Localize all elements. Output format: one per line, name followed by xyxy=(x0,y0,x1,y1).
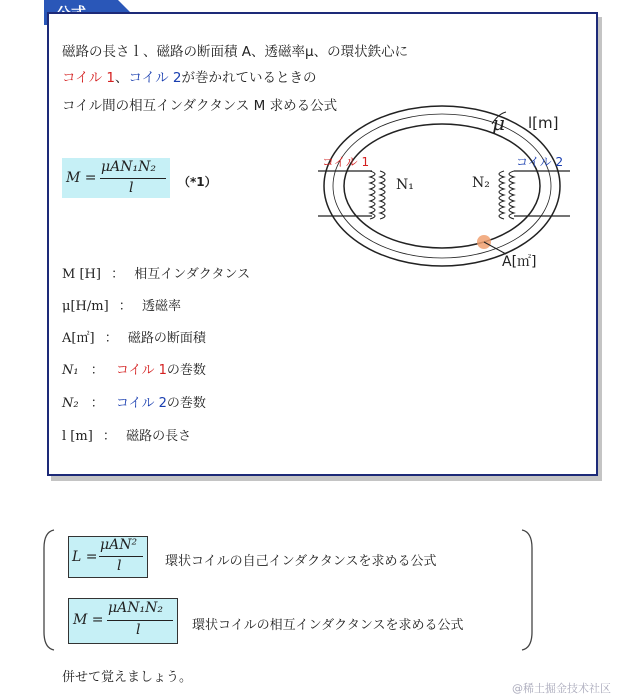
legend-symbol: A[㎡] xyxy=(62,331,95,346)
toroid-diagram xyxy=(310,102,585,277)
self-formula-numerator: μAN² xyxy=(100,537,138,553)
length-label: l[m] xyxy=(528,114,559,132)
legend-item-m xyxy=(62,263,250,282)
right-bracket xyxy=(516,528,536,652)
coil1-label: コイル 1 xyxy=(322,155,370,169)
toroid-inner xyxy=(344,124,540,248)
toroid-outer xyxy=(324,106,560,266)
coil2-label: コイル 2 xyxy=(516,155,564,169)
legend-item-mu xyxy=(62,295,181,314)
legend-symbol: N₁ xyxy=(62,363,79,378)
coil2-windings xyxy=(499,171,514,219)
legend-sep: ： xyxy=(111,267,125,282)
self-inductance-desc: 環状コイルの自己インダクタンスを求める公式 xyxy=(165,554,437,569)
legend-sep: ： xyxy=(90,396,104,411)
legend-sep: ： xyxy=(118,299,132,314)
toroid-mid xyxy=(333,114,551,258)
legend-desc: 磁路の長さ xyxy=(126,429,192,444)
intro-line-3: コイル間の相互インダクタンス M 求める公式 xyxy=(62,98,338,114)
main-formula-denominator: l xyxy=(129,180,134,196)
legend-desc-rest: の巻数 xyxy=(166,363,206,378)
n1-label: N₁ xyxy=(396,177,414,193)
legend-item-a xyxy=(62,327,206,346)
legend-item-n2 xyxy=(62,392,206,411)
coil1-windings xyxy=(370,171,385,219)
legend-item-l xyxy=(62,425,191,444)
left-bracket xyxy=(40,528,60,652)
self-formula-fraction-bar xyxy=(99,556,143,557)
coil1-text: コイル 1 xyxy=(62,70,115,86)
legend-desc: 相互インダクタンス xyxy=(134,267,251,282)
legend-desc-coil1: コイル 1 xyxy=(115,363,167,378)
main-formula-numerator: μAN₁N₂ xyxy=(101,159,156,175)
self-formula-denominator: l xyxy=(117,558,122,574)
legend-symbol: μ[H/m] xyxy=(62,299,109,314)
watermark: @稀土掘金技术社区 xyxy=(512,682,611,695)
legend-symbol: M [H] xyxy=(62,267,101,282)
mu-label: μ xyxy=(492,111,505,135)
mutual-formula-fraction-bar xyxy=(107,620,173,621)
coil2-text: コイル 2 xyxy=(128,70,182,86)
mutual-formula-lhs: M = xyxy=(73,612,104,628)
intro-line-1: 磁路の長さｌ、磁路の断面積 A、透磁率μ、の環状鉄心に xyxy=(62,44,409,60)
legend-sep: ： xyxy=(104,331,118,346)
intro-sep: 、 xyxy=(114,70,129,86)
legend-sep: ： xyxy=(90,363,104,378)
area-label: A[㎡] xyxy=(502,254,537,270)
legend-desc-coil2: コイル 2 xyxy=(115,396,167,411)
legend-sep: ： xyxy=(102,429,116,444)
legend-desc: 磁路の断面積 xyxy=(127,331,206,346)
formula-note: （*1） xyxy=(178,175,217,189)
intro-line-2 xyxy=(62,66,316,86)
legend-item-n1 xyxy=(62,359,206,378)
legend-symbol: l [m] xyxy=(62,429,93,444)
self-formula-lhs: L = xyxy=(72,549,98,565)
main-formula-fraction-bar xyxy=(100,178,166,179)
main-formula-lhs: M = xyxy=(66,170,97,186)
legend-desc: 透磁率 xyxy=(141,299,181,314)
legend-symbol: N₂ xyxy=(62,396,79,411)
mutual-formula-numerator: μAN₁N₂ xyxy=(108,600,163,616)
n2-label: N₂ xyxy=(472,175,490,191)
legend-desc-rest: の巻数 xyxy=(166,396,206,411)
intro-line-2-rest: が巻かれているときの xyxy=(181,70,317,86)
mutual-inductance-desc: 環状コイルの相互インダクタンスを求める公式 xyxy=(192,618,464,633)
footer-text: 併せて覚えましょう。 xyxy=(62,670,193,685)
mutual-formula-denominator: l xyxy=(136,622,141,638)
